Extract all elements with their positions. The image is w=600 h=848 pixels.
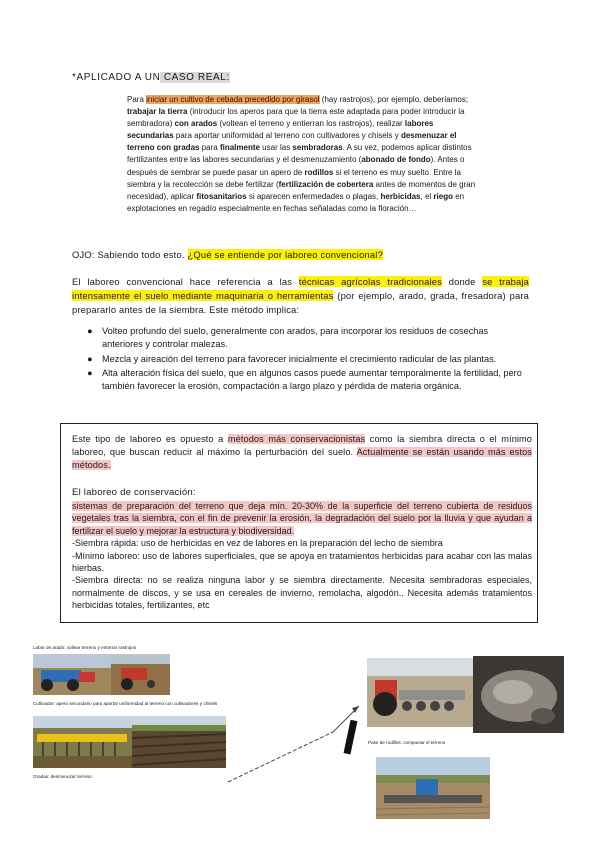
- tractor-photo: [367, 658, 473, 727]
- text-run: , el: [420, 191, 434, 201]
- text-run: (voltean el terreno y entierran los rastrojos), realizar: [217, 119, 405, 129]
- text-run: para aportar uniformidad al terreno con cultivadores y chisels y: [173, 131, 401, 141]
- box-paragraph: [72, 433, 532, 471]
- text-run: . A su vez, podemos aplicar distintos fertilizantes entre las labores secundarias y el desmenuzamiento (: [127, 143, 472, 165]
- text-run: fitosanitarios: [196, 191, 247, 201]
- text-run: si aparecen enfermedades o plagas,: [246, 191, 381, 201]
- text-run: Este tipo de laboreo es opuesto a: [72, 434, 228, 444]
- case-paragraph: [127, 94, 479, 215]
- soil-closeup-photo: [473, 656, 564, 733]
- text-run: finalmente: [219, 143, 260, 153]
- conservation-title: El laboreo de conservación:: [72, 487, 196, 498]
- text-run: labores secundarias: [127, 119, 434, 141]
- list-item: ● Alta alteración física del suelo, que en algunos casos puede aumentar temporalmente la fertilidad, pero también favorecer la erosión, compactación a largo plazo y pérdida de materia orgánica.: [87, 368, 522, 391]
- text-run: iniciar un cultivo de cebada precedido por girasol: [146, 95, 320, 104]
- text-run: El laboreo convencional hace referencia a las: [72, 276, 299, 287]
- text-run: sistemas de preparación del terreno que deja mín. 20-30% de la superficie del terreno cubierta de residuos vegetales tras la siembra, con el fin de prevenir la erosión, la degradación del suelo por la lluvia y que ayudan a fertilizar el suelo y mejorar la estructura y biodiversidad.: [72, 501, 532, 536]
- method-bullet-list: [78, 325, 528, 395]
- text-run: riego: [433, 191, 453, 201]
- connector-arrow: [225, 690, 365, 790]
- caption-harrow: Gradas: desmenuzar terreno: [33, 774, 92, 779]
- list-item: ● Volteo profundo del suelo, generalmente con arados, para incorporar los residuos de cosechas anteriores y controlar malezas.: [87, 326, 489, 349]
- ojo-question: OJO: Sabiendo todo esto. ¿Qué se entiende por laboreo convencional?: [72, 249, 384, 260]
- caption-roller: Pase de rodillos: compactar el terreno: [368, 740, 446, 745]
- text-run: fertilización de cobertera: [278, 179, 374, 189]
- text-run: (por ejemplo, arado, grada, fresadora) para prepararlo antes de la siembra. Este método implica:: [72, 290, 529, 315]
- text-run: Para: [127, 95, 147, 104]
- text-run: sembradoras: [292, 143, 343, 153]
- text-run: donde: [441, 276, 483, 287]
- list-item: ● Mezcla y aireación del terreno para favorecer inicialmente el crecimiento radicular de las plantas.: [87, 353, 497, 364]
- text-run: Actualmente se están usando más estos métodos.: [72, 446, 532, 470]
- text-run: rodillos: [304, 167, 334, 177]
- text-run: (introducir los aperos para que la tierra este adaptada para poder introducir la sembradora): [127, 107, 465, 129]
- text-run: herbicidas: [380, 191, 421, 201]
- cultivator-photo: [33, 716, 132, 768]
- text-run: ). Antes o después de sembrar se puede pasar un apero de: [127, 155, 465, 177]
- text-run: métodos más conservacionistas: [227, 434, 366, 444]
- text-run: usar las: [259, 143, 293, 153]
- text-run: con arados: [174, 119, 218, 129]
- text-run: se trabaja intensamente el suelo mediante maquinaria o herramientas: [72, 276, 530, 301]
- conservation-body: [72, 500, 532, 612]
- text-run: técnicas agrícolas tradicionales: [298, 276, 442, 287]
- definition-paragraph: [72, 275, 529, 317]
- text-run: trabajar la tierra: [127, 107, 188, 117]
- text-run: como la siembra directa o el mínimo laboreo, que buscan reducir al máximo la perturbación del suelo.: [72, 434, 533, 457]
- caption-plow: Labor de arado: voltear terreno y enterrar rastrojos: [33, 645, 137, 650]
- roller-photo: [376, 757, 490, 819]
- caption-cultivator: Cultivador: apero secundario para aportar uniformidad al terreno con cultivadores y chisels: [33, 701, 218, 706]
- plow-photo-1: [33, 654, 111, 695]
- section-heading: *APLICADO A UN CASO REAL:: [72, 72, 230, 83]
- text-run: para: [199, 143, 220, 153]
- text-run: si el terreno es muy suelto. Entre la siembra y la recolección se debe fertilizar (: [127, 167, 461, 189]
- plow-photo-2: [111, 654, 170, 695]
- text-run: en explotaciones en regadío especialmente en fechas señaladas como la floración…: [127, 191, 465, 213]
- text-run: (hay rastrojos), por ejemplo, deberíamos;: [319, 95, 469, 104]
- text-run: antes de momentos de gran necesidad), aplicar: [127, 179, 476, 201]
- tilled-field-photo: [132, 716, 226, 768]
- text-run: -Siembra rápida: uso de herbicidas en vez de labores en la preparación del lecho de siembra -Mínimo laboreo: uso de labores superficiales, que se apoya en tratamientos herbicidas para acabar con las malas hierbas. -Siembra directa: no se realiza ninguna labor y se siembra directamente. Necesita sembradoras especiales, normalmente de discos, y se usa en cereales de invierno, remolacha, algodón.. Necesita además tratamientos herbicidas totales, fertilizantes, etc: [72, 538, 532, 611]
- text-run: abonado de fondo: [361, 155, 431, 165]
- text-run: desmenuzar el terreno con gradas: [127, 131, 457, 153]
